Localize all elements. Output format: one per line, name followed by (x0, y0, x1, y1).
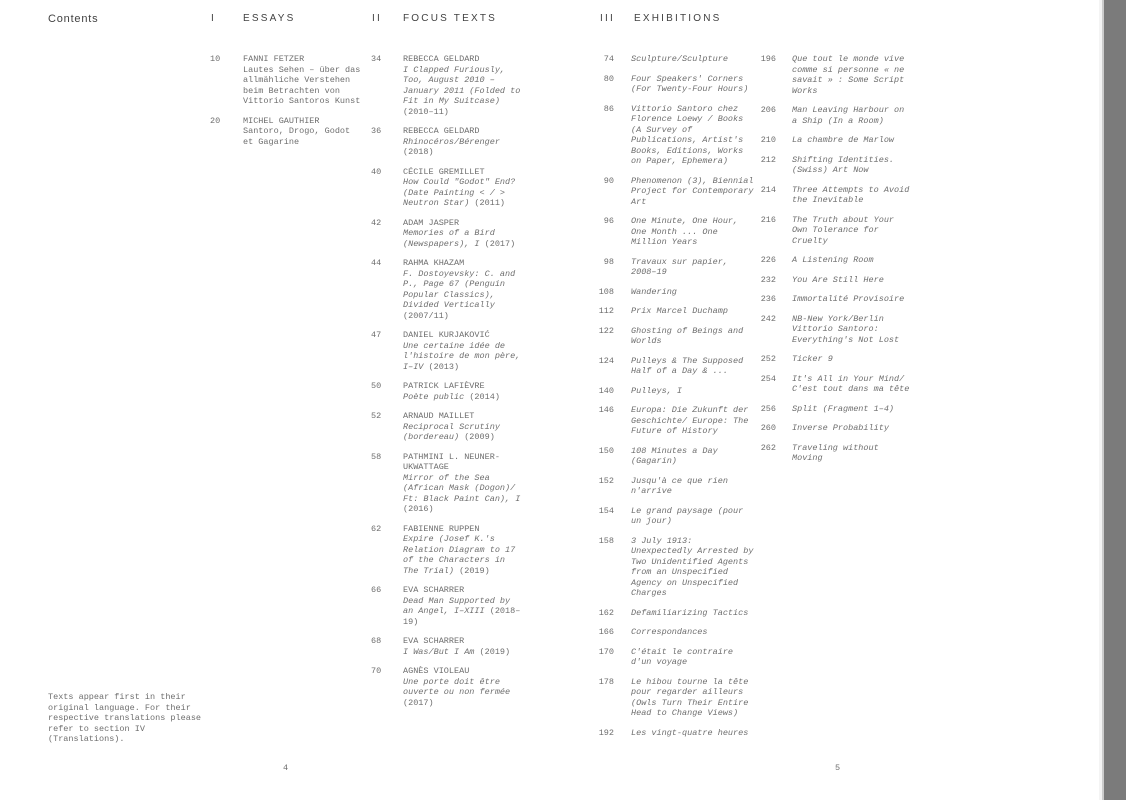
entry-title: A Listening Room (792, 255, 874, 265)
toc-entry (753, 54, 914, 96)
toc-entry (753, 155, 914, 176)
entry-page-number: 214 (760, 184, 776, 195)
entry-text (792, 423, 914, 434)
entry-page-number: 96 (603, 216, 614, 226)
entry-title: Pulleys & The Supposed Half of a Day & ... (631, 355, 744, 376)
toc-entry (210, 54, 363, 107)
entry-title: Three Attempts to Avoid the Inevitable (792, 184, 910, 205)
entry-page-number: 50 (371, 381, 382, 391)
toc-entry (371, 330, 522, 372)
entry-text (631, 647, 755, 668)
entry-page-number: 44 (371, 258, 382, 268)
exhibitions-column-right (753, 54, 914, 473)
entry-year: (2013) (423, 361, 460, 372)
entry-page-number: 150 (598, 445, 614, 456)
entry-text (631, 54, 755, 65)
entry-text (403, 54, 522, 117)
entry-text (403, 381, 522, 402)
toc-entry (371, 218, 522, 250)
toc-entry (371, 524, 522, 577)
entry-text (631, 306, 755, 317)
entry-text (792, 314, 914, 346)
entry-title: Prix Marcel Duchamp (631, 306, 728, 316)
toc-entry (371, 585, 522, 627)
entry-title: F. Dostoyevsky: C. and P., Page 67 (Penguin Popular Classics), Divided Vertically (403, 268, 516, 310)
entry-page-number: 90 (603, 175, 614, 186)
entry-page-number: 254 (760, 373, 776, 384)
entry-text (403, 636, 522, 657)
entry-page-number: 154 (598, 505, 614, 516)
entry-text (792, 404, 914, 415)
entry-text (792, 155, 914, 176)
toc-entry (592, 257, 755, 278)
entry-author: PATRICK LAFIÈVRE (403, 381, 485, 391)
entry-title: Shifting Identities. (Swiss) Art Now (792, 154, 895, 175)
entry-title: Lautes Sehen – über das allmähliche Verstehen beim Betrachten von Vittorio Santoros Kunst (243, 64, 361, 106)
entry-text (792, 294, 914, 305)
entry-page-number: 146 (598, 405, 614, 415)
focus-texts-column (371, 54, 522, 717)
entry-text (403, 258, 522, 321)
entry-title: Ticker 9 (792, 354, 833, 364)
toc-entry (753, 275, 914, 286)
entry-title: Une porte doit être ouverte ou non fermée (403, 676, 511, 697)
entry-year: (2007/11) (403, 310, 449, 321)
toc-entry (592, 506, 755, 527)
entry-title: Pulleys, I (631, 385, 683, 396)
folio-left: 4 (283, 763, 289, 773)
exhibitions-column-left (592, 54, 755, 747)
entry-page-number: 74 (603, 54, 614, 64)
entry-page-number: 10 (210, 54, 221, 64)
entry-page-number: 162 (598, 607, 614, 618)
entry-page-number: 36 (371, 126, 382, 136)
section-title-exhibitions: EXHIBITIONS (634, 13, 722, 24)
essays-column (210, 54, 363, 156)
entry-text (403, 330, 522, 372)
entry-author: MICHEL GAUTHIER (243, 115, 320, 126)
entry-title: Mirror of the Sea (African Mask (Dogon)/ Ft: Black Paint Can), I (403, 472, 521, 504)
entry-author: DANIEL KURJAKOVIĆ (403, 330, 490, 340)
entry-text (631, 326, 755, 347)
entry-title: How Could "Godot" End? (Date Painting < / > Neutron Star) (403, 177, 516, 208)
entry-title: Immortalité Provisoire (792, 294, 905, 304)
toc-entry (753, 255, 914, 266)
entry-title: It's All in Your Mind/ C'est tout dans ma tête (792, 373, 910, 394)
toc-entry (592, 74, 755, 95)
entry-page-number: 206 (760, 105, 776, 115)
toc-entry (371, 636, 522, 657)
toc-entry (592, 176, 755, 208)
toc-entry (753, 404, 914, 415)
entry-year: (2018–19) (403, 606, 521, 627)
entry-year: (2018) (403, 147, 434, 157)
entry-text (792, 105, 914, 126)
entry-page-number: 124 (598, 355, 614, 366)
toc-entry (753, 135, 914, 146)
entry-page-number: 236 (760, 294, 776, 304)
entry-title: You Are Still Here (792, 274, 884, 285)
contents-heading: Contents (48, 13, 99, 25)
entry-title: C'était le contraire d'un voyage (631, 646, 734, 667)
entry-page-number: 178 (598, 676, 614, 687)
entry-page-number: 52 (371, 411, 382, 421)
entry-year: (2014) (464, 391, 500, 402)
section-numeral-essays: I (211, 13, 216, 24)
entry-title: Les vingt-quatre heures (631, 727, 749, 738)
entry-title: Wandering (631, 286, 677, 297)
entry-text (403, 666, 522, 708)
entry-year: (2009) (459, 432, 495, 442)
entry-page-number: 260 (760, 423, 776, 433)
entry-page-number: 152 (598, 475, 614, 486)
entry-title: Dead Man Supported by an Angel, I–XIII (403, 595, 511, 616)
entry-text (631, 104, 755, 167)
entry-title: Travaux sur papier, 2008–19 (631, 256, 728, 277)
toc-entry (371, 126, 522, 158)
entry-page-number: 262 (760, 442, 776, 453)
entry-text (792, 374, 914, 395)
entry-title: Expire (Josef K.'s Relation Diagram to 17 of the Characters in The Trial) (403, 534, 516, 576)
toc-entry (753, 374, 914, 395)
entry-page-number: 256 (760, 403, 776, 414)
entry-text (631, 386, 755, 397)
entry-text (631, 216, 755, 248)
toc-entry (592, 356, 755, 377)
entry-text (631, 257, 755, 278)
toc-entry (592, 104, 755, 167)
entry-year: (2017) (403, 697, 434, 708)
entry-text (792, 54, 914, 96)
entry-title: Jusqu'à ce que rien n'arrive (631, 475, 728, 496)
entry-year: (2016) (403, 504, 434, 514)
entry-title: Reciprocal Scrutiny (bordereau) (403, 421, 500, 442)
entry-page-number: 62 (371, 523, 382, 534)
entry-text (792, 135, 914, 146)
section-title-essays: ESSAYS (243, 13, 296, 24)
entry-text (403, 524, 522, 577)
entry-author: FANNI FETZER (243, 54, 305, 64)
section-numeral-exhibitions: III (600, 13, 615, 24)
entry-text (792, 215, 914, 247)
entry-page-number: 170 (598, 646, 614, 657)
entry-page-number: 216 (760, 214, 776, 225)
toc-entry (371, 258, 522, 321)
toc-entry (592, 287, 755, 298)
entry-text (631, 176, 755, 208)
entry-text (792, 354, 914, 365)
entry-title: Sculpture/Sculpture (631, 54, 728, 64)
entry-title: La chambre de Marlow (792, 135, 895, 145)
entry-title: Que tout le monde vive comme si personne « ne savait » : Some Script Works (792, 54, 905, 96)
toc-entry (753, 105, 914, 126)
entry-title: Vittorio Santoro chez Florence Loewy / Books (A Survey of Publications, Artist's Books, Editions, Works on Paper, Ephemera) (631, 103, 744, 166)
entry-title: Le hibou tourne la tête pour regarder ailleurs (Owls Turn Their Entire Head to Change Views) (631, 676, 749, 718)
entry-page-number: 158 (598, 535, 614, 546)
entry-title: Phenomenon (3), Biennial Project for Contemporary Art (631, 175, 754, 207)
toc-entry (592, 608, 755, 619)
entry-author: EVA SCHARRER (403, 585, 465, 595)
toc-entry (592, 647, 755, 668)
entry-title: NB-New York/Berlin Vittorio Santoro: Everything's Not Lost (792, 313, 900, 345)
entry-title: Memories of a Bird (Newspapers), I (403, 228, 495, 249)
entry-page-number: 98 (603, 256, 614, 267)
entry-text (243, 116, 363, 148)
translations-footnote: Texts appear first in their original language. For their respective translations please refer to section IV (Translations). (48, 692, 202, 744)
entry-title: Split (Fragment 1–4) (792, 403, 895, 414)
entry-text (403, 167, 522, 209)
entry-page-number: 47 (371, 330, 382, 340)
entry-page-number: 212 (760, 154, 776, 165)
entry-text (631, 405, 755, 437)
entry-text (792, 443, 914, 464)
entry-author: CÉCILE GREMILLET (403, 166, 485, 177)
toc-entry (753, 443, 914, 464)
entry-page-number: 242 (760, 313, 776, 324)
entry-text (792, 255, 914, 266)
toc-entry (753, 423, 914, 434)
entry-page-number: 58 (371, 451, 382, 462)
entry-text (403, 218, 522, 250)
entry-page-number: 252 (760, 354, 776, 364)
entry-text (631, 608, 755, 619)
entry-page-number: 68 (371, 636, 382, 646)
toc-entry (592, 386, 755, 397)
entry-text (243, 54, 363, 107)
entry-title: Europa: Die Zukunft der Geschichte/ Europe: The Future of History (631, 405, 749, 436)
entry-author: AGNÈS VIOLEAU (403, 666, 470, 676)
entry-page-number: 108 (598, 286, 614, 297)
folio-right: 5 (835, 763, 841, 773)
toc-entry (371, 666, 522, 708)
entry-page-number: 42 (371, 217, 382, 228)
entry-year: (2019) (474, 646, 511, 657)
entry-text (631, 476, 755, 497)
book-edge-strip (1102, 0, 1126, 800)
entry-page-number: 232 (760, 274, 776, 285)
entry-page-number: 196 (760, 54, 776, 64)
toc-entry (592, 627, 755, 638)
entry-text (631, 728, 755, 739)
entry-page-number: 226 (760, 255, 776, 265)
entry-text (631, 506, 755, 527)
entry-title: Santoro, Drogo, Godot et Gagarine (243, 126, 351, 147)
entry-author: RAHMA KHAZAM (403, 258, 465, 268)
toc-entry (753, 314, 914, 346)
entry-page-number: 210 (760, 135, 776, 145)
entry-title: Correspondances (631, 627, 708, 637)
entry-title: One Minute, One Hour, One Month ... One Million Years (631, 216, 739, 247)
entry-author: ADAM JASPER (403, 217, 460, 228)
toc-entry (592, 728, 755, 739)
entry-page-number: 70 (371, 666, 382, 676)
entry-title: Ghosting of Beings and Worlds (631, 325, 744, 346)
entry-text (631, 677, 755, 719)
entry-text (403, 411, 522, 443)
entry-text (631, 74, 755, 95)
entry-author: ARNAUD MAILLET (403, 411, 475, 421)
entry-title: 3 July 1913: Unexpectedly Arrested by Two Unidentified Agents from an Unspecified Agency on Unspecified Charges (631, 535, 754, 598)
entry-page-number: 140 (598, 385, 614, 396)
entry-title: Man Leaving Harbour on a Ship (In a Room) (792, 105, 905, 126)
toc-entry (592, 54, 755, 65)
entry-author: EVA SCHARRER (403, 636, 465, 646)
entry-text (403, 585, 522, 627)
toc-entry (371, 381, 522, 402)
section-title-focus-texts: FOCUS TEXTS (403, 13, 498, 24)
entry-title: Une certaine idée de l'histoire de mon père, I–IV (403, 340, 521, 372)
entry-text (631, 536, 755, 599)
entry-page-number: 192 (598, 727, 614, 738)
entry-author: REBECCA GELDARD (403, 54, 480, 64)
entry-title: Poète public (403, 391, 465, 402)
entry-title: 108 Minutes a Day (Gagarin) (631, 445, 718, 466)
toc-entry (592, 476, 755, 497)
entry-title: I Clapped Furiously, Too, August 2010 – January 2011 (Folded to Fit in My Suitcase) (403, 64, 521, 106)
entry-author: REBECCA GELDARD (403, 126, 480, 136)
entry-text (403, 452, 522, 515)
entry-year: (2011) (469, 198, 506, 208)
entry-page-number: 66 (371, 585, 382, 595)
entry-text (792, 185, 914, 206)
entry-title: Four Speakers' Corners (For Twenty-Four Hours) (631, 73, 749, 94)
toc-entry (371, 167, 522, 209)
section-numeral-focus-texts: II (372, 13, 382, 24)
toc-entry (210, 116, 363, 148)
toc-entry (592, 536, 755, 599)
toc-entry (592, 677, 755, 719)
entry-text (631, 446, 755, 467)
toc-entry (753, 185, 914, 206)
toc-entry (592, 446, 755, 467)
entry-title: Inverse Probability (792, 423, 889, 433)
entry-title: Rhinocéros/Bérenger (403, 136, 500, 147)
entry-title: The Truth about Your Own Tolerance for Cruelty (792, 214, 895, 246)
entry-page-number: 20 (210, 115, 221, 126)
toc-entry (592, 306, 755, 317)
entry-page-number: 80 (603, 73, 614, 84)
entry-page-number: 86 (603, 103, 614, 114)
entry-text (631, 287, 755, 298)
toc-entry (592, 216, 755, 248)
entry-author: PATHMINI L. NEUNER-UKWATTAGE (403, 451, 500, 472)
entry-page-number: 34 (371, 54, 382, 64)
entry-title: Defamiliarizing Tactics (631, 607, 749, 618)
toc-entry (753, 215, 914, 247)
toc-entry (753, 294, 914, 305)
toc-entry (753, 354, 914, 365)
entry-text (631, 356, 755, 377)
entry-text (792, 275, 914, 286)
entry-author: FABIENNE RUPPEN (403, 523, 480, 534)
entry-page-number: 112 (598, 306, 614, 316)
entry-year: (2019) (454, 565, 490, 576)
toc-entry (592, 326, 755, 347)
toc-entry (371, 411, 522, 443)
entry-page-number: 122 (598, 325, 614, 336)
entry-title: Le grand paysage (pour un jour) (631, 505, 744, 526)
entry-page-number: 40 (371, 166, 382, 177)
entry-page-number: 166 (598, 627, 614, 637)
entry-title: Traveling without Moving (792, 442, 879, 463)
entry-year: (2010–11) (403, 106, 449, 117)
toc-entry (371, 452, 522, 515)
entry-year: (2017) (479, 238, 516, 249)
entry-text (631, 627, 755, 638)
toc-entry (592, 405, 755, 437)
entry-title: I Was/But I Am (403, 646, 475, 657)
toc-entry (371, 54, 522, 117)
entry-text (403, 126, 522, 158)
